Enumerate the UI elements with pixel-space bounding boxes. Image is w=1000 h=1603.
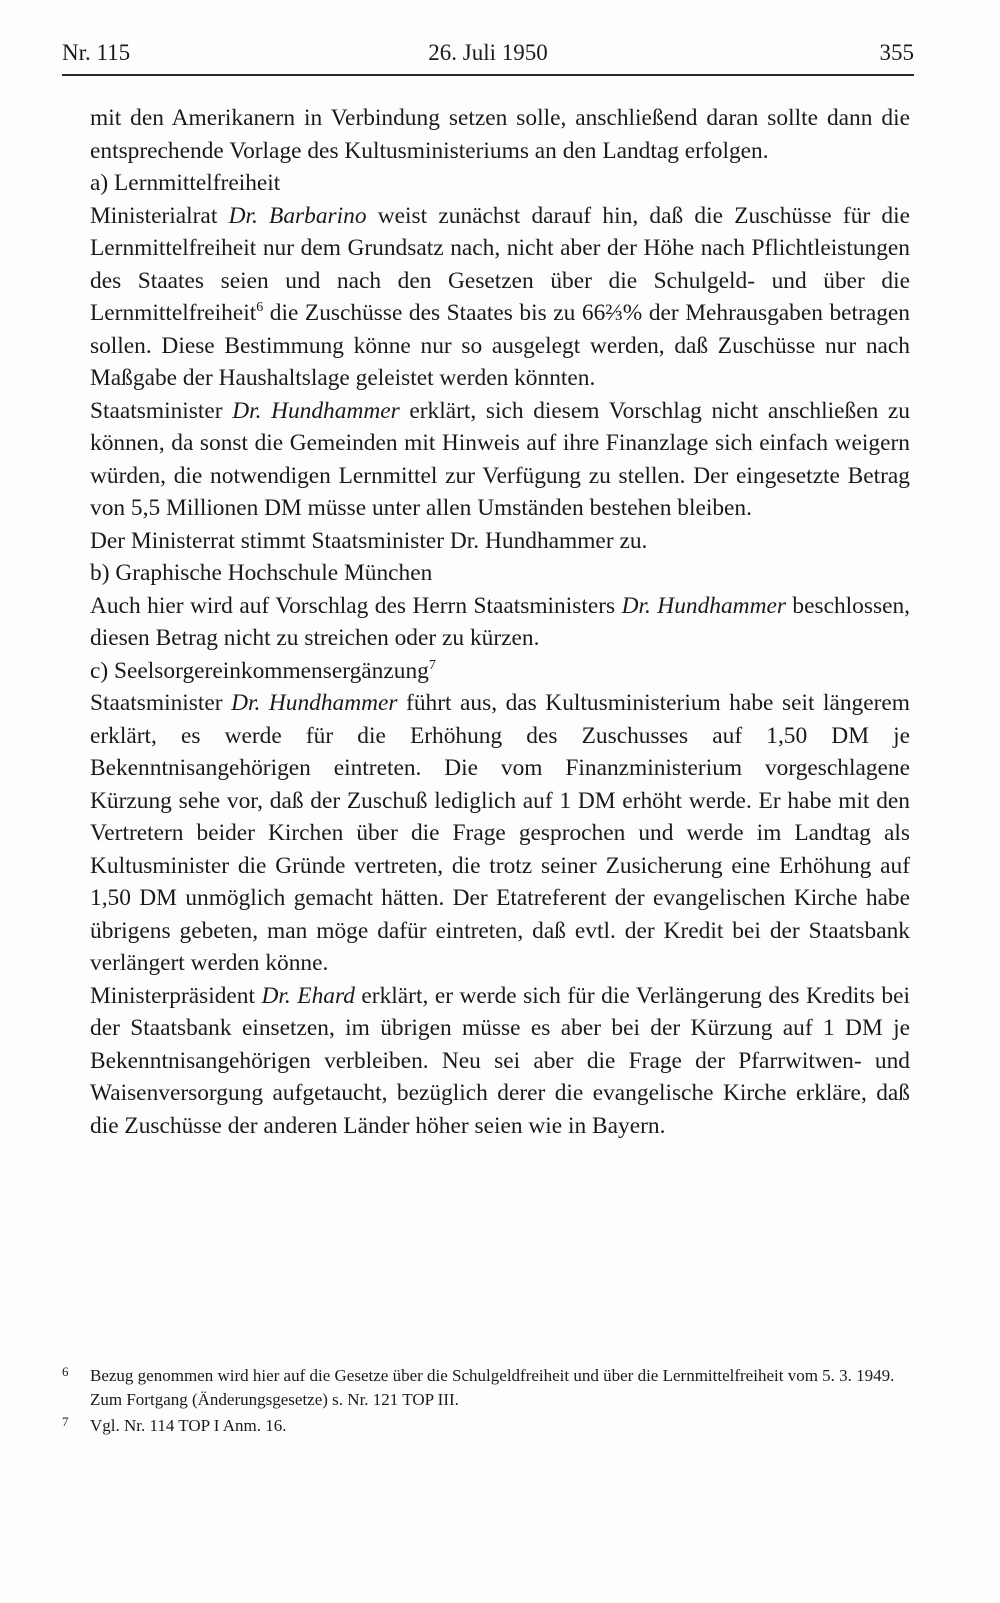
running-header xyxy=(62,38,914,76)
document-number: Nr. 115 xyxy=(62,40,131,65)
footnote-number: 6 xyxy=(62,1364,69,1379)
paragraph-hundhammer-2: Auch hier wird auf Vorschlag des Herrn Staatsministers Dr. Hundhammer beschlossen, diesen Betrag nicht zu streichen oder zu kürzen. xyxy=(90,592,911,651)
speaker-name: Dr. Ehard xyxy=(261,982,355,1009)
page-number: 355 xyxy=(879,40,914,65)
footnote-6 xyxy=(62,1364,910,1412)
paragraph-ehard: Ministerpräsident Dr. Ehard erklärt, er werde sich für die Verlängerung des Kredits bei der Staatsbank einsetzen, im übrigen müsse es aber bei der Kürzung auf 1 DM je Bekenntnisangehörigen verbleiben. Neu sei aber die Frage der Pfarrwitwen- und Waisenversorgung aufgetaucht, bezüglich derer die evangelische Kirche erkläre, daß die Zuschüsse der anderen Länder höher seien wie in Bayern. xyxy=(90,982,910,1139)
paragraph-decision: Der Ministerrat stimmt Staatsminister Dr. Hundhammer zu. xyxy=(90,527,648,554)
speaker-name: Dr. Barbarino xyxy=(228,202,367,229)
section-heading-lernmittelfreiheit: a) Lernmittelfreiheit xyxy=(90,170,281,196)
paragraph-continuation: mit den Amerikanern in Verbindung setzen solle, anschließend daran sollte dann die entsprechende Vorlage des Kultusministeriums an den Landtag erfolgen. xyxy=(90,105,910,164)
paragraph-hundhammer-3: Staatsminister Dr. Hundhammer führt aus, das Kultusministerium habe seit längerem erklärt, es werde für die Erhöhung des Zuschusses auf 1,50 DM je Bekenntnisangehörigen eintreten. Die vom Finanzministerium vorgeschlagene Kürzung sehe vor, daß der Zuschuß lediglich auf 1 DM erhöht werde. Er habe mit den Vertretern beider Kirchen über die Frage gesprochen und werde im Landtag als Kultusminister die Gründe vertreten, die trotz seiner Zusicherung eine Erhöhung auf 1,50 DM unmöglich gemacht hätten. Der Etatreferent der evangelischen Kirche habe übrigens gebeten, man möge dafür eintreten, daß evtl. der Kredit bei der Staatsbank verlängert werden könne. xyxy=(90,690,910,976)
header-date: 26. Juli 1950 xyxy=(428,40,548,65)
main-text xyxy=(90,102,910,1142)
speaker-name: Dr. Hundhammer xyxy=(232,397,400,424)
paragraph-barbarino: Ministerialrat Dr. Barbarino weist zunächst darauf hin, daß die Zuschüsse für die Lernmittelfreiheit nur dem Grundsatz nach, nicht aber der Höhe nach Pflichtleistungen des Staates seien und nach den Gesetzen über die Schulgeld- und über die Lernmittelfreiheit$^6$ die Zuschüsse des Staates bis zu 66⅔% der Mehrausgaben betragen sollen. Diese Bestimmung könne nur so ausgelegt werden, daß Zuschüsse nur nach Maßgabe der Haushaltslage geleistet werden könnten. xyxy=(90,202,910,391)
speaker-name: Dr. Hundhammer xyxy=(621,592,786,619)
section-heading-graphische-hochschule: b) Graphische Hochschule München xyxy=(90,560,433,586)
section-heading-seelsorge: c) Seelsorgereinkommensergänzung$^7$ xyxy=(90,657,436,684)
footnote-text: Vgl. Nr. 114 TOP I Anm. 16. xyxy=(90,1416,287,1435)
paragraph-hundhammer-1: Staatsminister Dr. Hundhammer erklärt, sich diesem Vorschlag nicht anschließen zu können, da sonst die Gemeinden mit Hinweis auf ihre Finanzlage sich einfach weigern würden, die notwendigen Lernmittel zur Verfügung zu stellen. Der eingesetzte Betrag von 5,5 Millionen DM müsse unter allen Umständen bestehen bleiben. xyxy=(90,397,910,521)
footnote-number: 7 xyxy=(62,1414,69,1429)
footnote-ref-6[interactable]: 6 xyxy=(256,300,264,315)
speaker-name: Dr. Hundhammer xyxy=(231,690,398,716)
footnote-7 xyxy=(62,1414,910,1438)
footnote-ref-7[interactable]: 7 xyxy=(428,657,436,673)
footnote-text: Bezug genommen wird hier auf die Gesetze über die Schulgeldfreiheit und über die Lernmittelfreiheit vom 5. 3. 1949. Zum Fortgang (Änderungsgesetze) s. Nr. 121 TOP III. xyxy=(90,1366,895,1409)
footnotes xyxy=(62,1364,910,1440)
